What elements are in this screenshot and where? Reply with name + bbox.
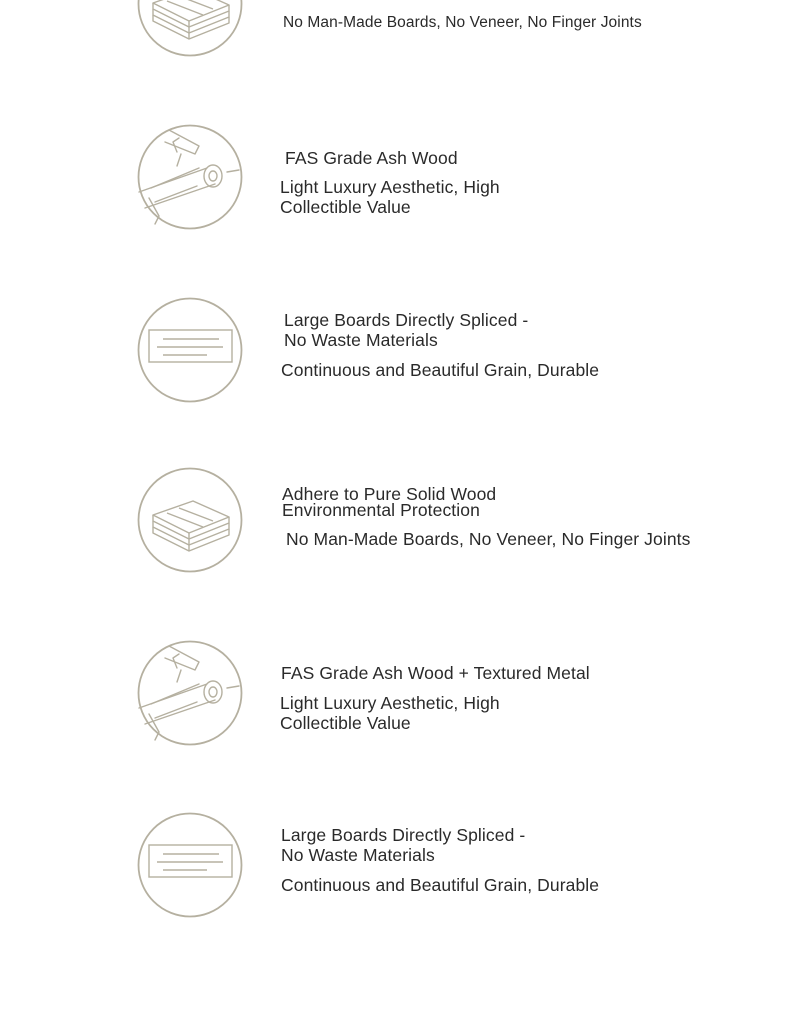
wood-plank-icon bbox=[137, 297, 243, 403]
wood-log-icon bbox=[137, 124, 243, 230]
feature-subtitle: No Man-Made Boards, No Veneer, No Finger Joints bbox=[286, 529, 691, 549]
feature-title: FAS Grade Ash Wood bbox=[285, 148, 458, 168]
feature-title: Large Boards Directly Spliced - No Waste Materials bbox=[281, 825, 526, 865]
feature-title: FAS Grade Ash Wood + Textured Metal bbox=[281, 663, 590, 683]
feature-subtitle: Continuous and Beautiful Grain, Durable bbox=[281, 360, 600, 380]
feature-title: Large Boards Directly Spliced - No Waste Materials bbox=[284, 310, 529, 350]
feature-item bbox=[0, 812, 790, 922]
feature-subtitle: No Man-Made Boards, No Veneer, No Finger Joints bbox=[283, 14, 642, 31]
feature-title: Adhere to Pure Solid Wood Environmental Protection bbox=[282, 484, 497, 520]
feature-item bbox=[0, 297, 790, 407]
feature-item bbox=[0, 124, 790, 234]
wood-boards-stack-icon bbox=[137, 0, 243, 57]
wood-log-icon bbox=[137, 640, 243, 746]
feature-subtitle: Light Luxury Aesthetic, High Collectible Value bbox=[280, 693, 500, 733]
feature-subtitle: Continuous and Beautiful Grain, Durable bbox=[281, 875, 600, 895]
wood-boards-stack-icon bbox=[137, 467, 243, 573]
feature-item bbox=[0, 467, 790, 577]
wood-plank-icon bbox=[137, 812, 243, 918]
feature-subtitle: Light Luxury Aesthetic, High Collectible Value bbox=[280, 177, 500, 217]
feature-item bbox=[0, 640, 790, 750]
feature-item bbox=[0, 0, 790, 61]
